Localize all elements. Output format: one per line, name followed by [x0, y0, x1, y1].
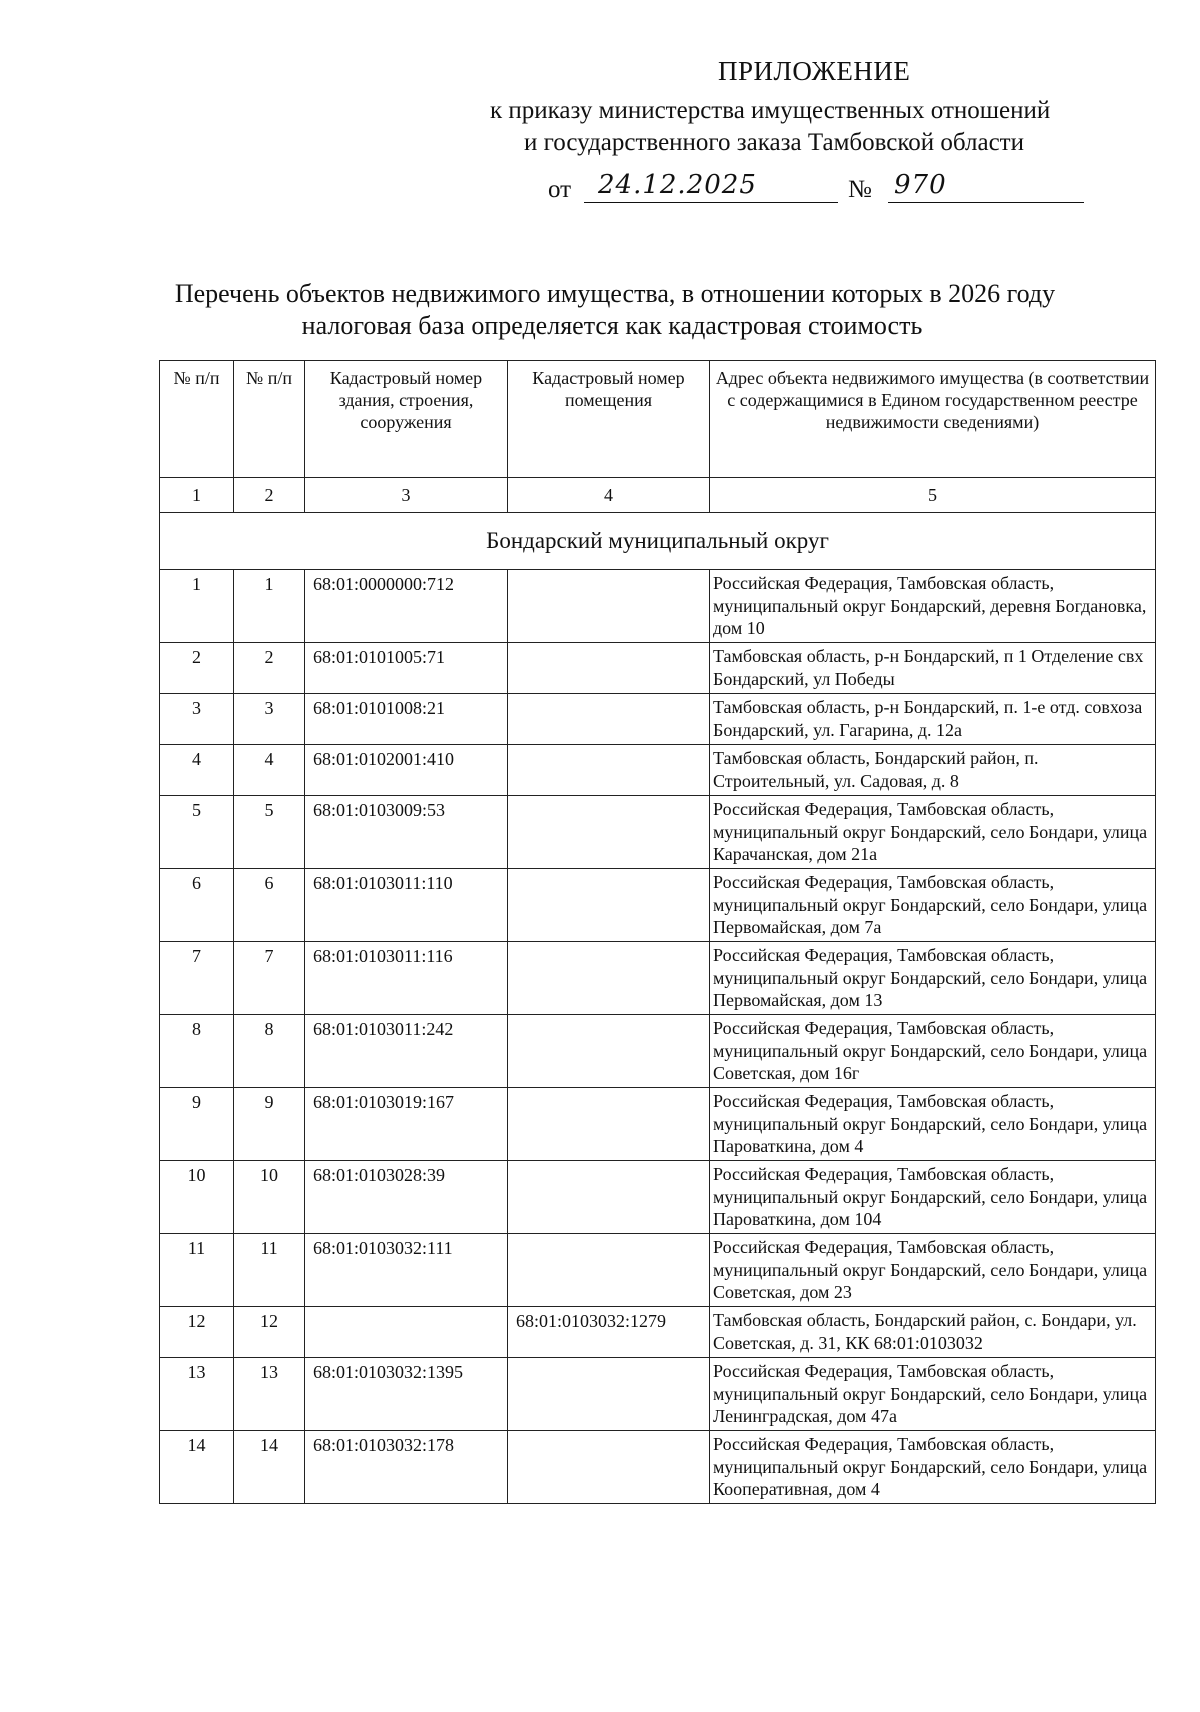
- property-address: Российская Федерация, Тамбовская область, муниципальный округ Бондарский, село Бондари, улица Пароваткина, дом 104: [710, 1161, 1156, 1234]
- building-cadastral-number: 68:01:0103032:178: [305, 1431, 508, 1504]
- column-number: 2: [234, 478, 305, 513]
- table-row: [160, 643, 1156, 694]
- row-seq-number: 5: [160, 796, 234, 869]
- row-seq-number: 14: [160, 1431, 234, 1504]
- row-seq-number: 9: [160, 1088, 234, 1161]
- column-number: 1: [160, 478, 234, 513]
- row-seq-number: 2: [160, 643, 234, 694]
- row-seq-number-2: 11: [234, 1234, 305, 1307]
- date-underline: [584, 202, 838, 203]
- table-row: [160, 745, 1156, 796]
- row-seq-number: 4: [160, 745, 234, 796]
- row-seq-number-2: 3: [234, 694, 305, 745]
- property-address: Российская Федерация, Тамбовская область, муниципальный округ Бондарский, деревня Богдановка, дом 10: [710, 570, 1156, 643]
- room-cadastral-number: [508, 570, 710, 643]
- property-address: Российская Федерация, Тамбовская область, муниципальный округ Бондарский, село Бондари, улица Советская, дом 23: [710, 1234, 1156, 1307]
- row-seq-number-2: 13: [234, 1358, 305, 1431]
- row-seq-number-2: 7: [234, 942, 305, 1015]
- building-cadastral-number: [305, 1307, 508, 1358]
- property-address: Российская Федерация, Тамбовская область, муниципальный округ Бондарский, село Бондари, улица Ленинградская, дом 47а: [710, 1358, 1156, 1431]
- room-cadastral-number: [508, 1088, 710, 1161]
- header-room-cadastral: Кадастровый номер помещения: [508, 361, 710, 478]
- room-cadastral-number: [508, 745, 710, 796]
- table-header-row: [160, 361, 1156, 478]
- building-cadastral-number: 68:01:0103028:39: [305, 1161, 508, 1234]
- building-cadastral-number: 68:01:0103011:242: [305, 1015, 508, 1088]
- annex-order-line-1: к приказу министерства имущественных отношений: [490, 97, 1051, 124]
- row-seq-number-2: 6: [234, 869, 305, 942]
- room-cadastral-number: [508, 1358, 710, 1431]
- property-address: Российская Федерация, Тамбовская область, муниципальный округ Бондарский, село Бондари, улица Пароваткина, дом 4: [710, 1088, 1156, 1161]
- property-address: Российская Федерация, Тамбовская область, муниципальный округ Бондарский, село Бондари, улица Первомайская, дом 13: [710, 942, 1156, 1015]
- row-seq-number: 13: [160, 1358, 234, 1431]
- column-number: 4: [508, 478, 710, 513]
- number-label: №: [848, 176, 872, 203]
- row-seq-number: 7: [160, 942, 234, 1015]
- table-row: [160, 1307, 1156, 1358]
- table-row: [160, 1358, 1156, 1431]
- building-cadastral-number: 68:01:0103011:110: [305, 869, 508, 942]
- handwritten-date: 24.12.2025: [598, 170, 757, 200]
- room-cadastral-number: [508, 869, 710, 942]
- document-title: [0, 278, 1200, 342]
- property-address: Тамбовская область, Бондарский район, п. Строительный, ул. Садовая, д. 8: [710, 745, 1156, 796]
- property-address: Российская Федерация, Тамбовская область, муниципальный округ Бондарский, село Бондари, улица Первомайская, дом 7а: [710, 869, 1156, 942]
- table-row: [160, 1234, 1156, 1307]
- property-registry-table: [159, 360, 1156, 1504]
- property-address: Тамбовская область, Бондарский район, с. Бондари, ул. Советская, д. 31, КК 68:01:0103032: [710, 1307, 1156, 1358]
- room-cadastral-number: [508, 1015, 710, 1088]
- row-seq-number: 12: [160, 1307, 234, 1358]
- row-seq-number-2: 4: [234, 745, 305, 796]
- column-number: 5: [710, 478, 1156, 513]
- order-date-number: [548, 170, 1088, 206]
- room-cadastral-number: [508, 1161, 710, 1234]
- property-address: Российская Федерация, Тамбовская область, муниципальный округ Бондарский, село Бондари, улица Кооперативная, дом 4: [710, 1431, 1156, 1504]
- row-seq-number-2: 10: [234, 1161, 305, 1234]
- row-seq-number-2: 5: [234, 796, 305, 869]
- row-seq-number-2: 9: [234, 1088, 305, 1161]
- row-seq-number: 3: [160, 694, 234, 745]
- annex-order-line-2: и государственного заказа Тамбовской области: [524, 129, 1024, 156]
- property-address: Российская Федерация, Тамбовская область, муниципальный округ Бондарский, село Бондари, улица Карачанская, дом 21а: [710, 796, 1156, 869]
- building-cadastral-number: 68:01:0000000:712: [305, 570, 508, 643]
- row-seq-number: 6: [160, 869, 234, 942]
- table-row: [160, 570, 1156, 643]
- building-cadastral-number: 68:01:0103011:116: [305, 942, 508, 1015]
- table-row: [160, 1431, 1156, 1504]
- table-row: [160, 942, 1156, 1015]
- room-cadastral-number: [508, 643, 710, 694]
- document-title-line-2: налоговая база определяется как кадастровая стоимость: [301, 311, 923, 340]
- building-cadastral-number: 68:01:0103032:1395: [305, 1358, 508, 1431]
- table-row: [160, 1015, 1156, 1088]
- table-row: [160, 694, 1156, 745]
- header-address: Адрес объекта недвижимого имущества (в соответствии с содержащимися в Едином государственном реестре недвижимости сведениями): [710, 361, 1156, 478]
- table-row: [160, 1161, 1156, 1234]
- table-row: [160, 1088, 1156, 1161]
- building-cadastral-number: 68:01:0101005:71: [305, 643, 508, 694]
- document-title-line-1: Перечень объектов недвижимого имущества, в отношении которых в 2026 году: [174, 279, 1056, 308]
- header-seq-number: № п/п: [160, 361, 234, 478]
- section-row: [160, 513, 1156, 570]
- row-seq-number-2: 1: [234, 570, 305, 643]
- building-cadastral-number: 68:01:0103019:167: [305, 1088, 508, 1161]
- row-seq-number: 1: [160, 570, 234, 643]
- column-number: 3: [305, 478, 508, 513]
- number-underline: [888, 202, 1084, 203]
- property-address: Российская Федерация, Тамбовская область, муниципальный округ Бондарский, село Бондари, улица Советская, дом 16г: [710, 1015, 1156, 1088]
- room-cadastral-number: [508, 942, 710, 1015]
- building-cadastral-number: 68:01:0101008:21: [305, 694, 508, 745]
- date-label: от: [548, 176, 572, 203]
- property-address: Тамбовская область, р-н Бондарский, п. 1-е отд. совхоза Бондарский, ул. Гагарина, д. 12а: [710, 694, 1156, 745]
- row-seq-number-2: 12: [234, 1307, 305, 1358]
- room-cadastral-number: 68:01:0103032:1279: [508, 1307, 710, 1358]
- row-seq-number-2: 2: [234, 643, 305, 694]
- header-building-cadastral: Кадастровый номер здания, строения, сооружения: [305, 361, 508, 478]
- building-cadastral-number: 68:01:0103009:53: [305, 796, 508, 869]
- column-number-row: [160, 478, 1156, 513]
- row-seq-number: 11: [160, 1234, 234, 1307]
- row-seq-number-2: 8: [234, 1015, 305, 1088]
- building-cadastral-number: 68:01:0102001:410: [305, 745, 508, 796]
- row-seq-number: 8: [160, 1015, 234, 1088]
- room-cadastral-number: [508, 796, 710, 869]
- table-row: [160, 796, 1156, 869]
- room-cadastral-number: [508, 1431, 710, 1504]
- room-cadastral-number: [508, 694, 710, 745]
- handwritten-number: 970: [894, 170, 947, 200]
- row-seq-number: 10: [160, 1161, 234, 1234]
- property-address: Тамбовская область, р-н Бондарский, п 1 Отделение свх Бондарский, ул Победы: [710, 643, 1156, 694]
- building-cadastral-number: 68:01:0103032:111: [305, 1234, 508, 1307]
- row-seq-number-2: 14: [234, 1431, 305, 1504]
- annex-title: ПРИЛОЖЕНИЕ: [718, 56, 911, 86]
- header-seq-number-2: № п/п: [234, 361, 305, 478]
- table-row: [160, 869, 1156, 942]
- room-cadastral-number: [508, 1234, 710, 1307]
- section-title: Бондарский муниципальный округ: [160, 513, 1156, 570]
